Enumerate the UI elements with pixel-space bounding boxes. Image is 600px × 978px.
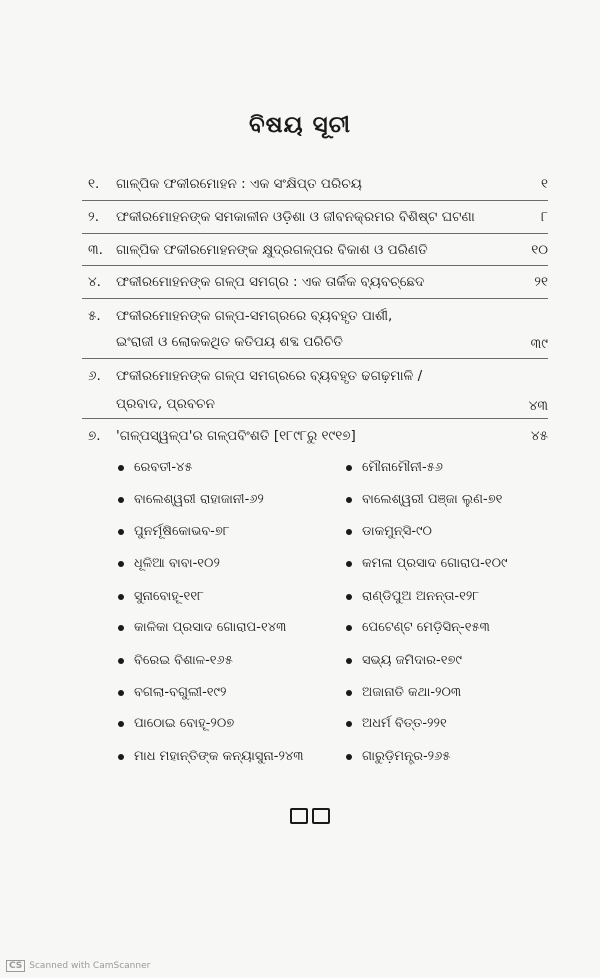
entry-title: ଗାଳ୍ପିକ ଫକୀରମୋହନ : ଏକ ସଂକ୍ଷିପ୍ତ ପରିଚୟ (116, 176, 362, 192)
bullet-icon (346, 594, 352, 600)
list-item (118, 489, 264, 511)
list-item (346, 553, 507, 575)
story-title: ପୁନର୍ମୂଷିକୋଭବ-୭୮ (134, 524, 230, 539)
entry-page: ୧ (540, 176, 548, 192)
list-item (118, 586, 204, 608)
bullet-icon (118, 594, 124, 600)
bullet-icon (118, 658, 124, 664)
entry-number: ୩. (88, 242, 103, 258)
entry-title: ଫକୀରମୋହନଙ୍କ ଗଳ୍ପ ସମଗ୍ର : ଏକ ତାର୍କିକ ବ୍ୟବଚ୍ଛେଦ (116, 274, 425, 290)
list-item (118, 553, 220, 575)
story-title: ମାଧ ମହାନ୍ତିଙ୍କ କନ୍ୟାସୁନା-୨୪୩ (134, 749, 304, 764)
story-title: କାଳିକା ପ୍ରସାଦ ଗୋରାପ-୧୪୩ (134, 620, 287, 635)
story-title: ବାଲେଶ୍ୱରୀ ପଞ୍ଜା ଲୁଣ-୭୧ (362, 492, 503, 507)
list-item (346, 682, 461, 704)
entry-title: ଫକୀରମୋହନଙ୍କ ଗଳ୍ପ-ସମଗ୍ରରେ ବ୍ୟବହୃତ ପାର୍ଶୀ, (116, 308, 393, 324)
bullet-icon (346, 625, 352, 631)
scanner-logo: CS (6, 960, 25, 972)
list-item (346, 489, 502, 511)
list-item (118, 457, 192, 479)
bullet-icon (118, 497, 124, 503)
bullet-icon (118, 529, 124, 535)
entry-title: ଗାଳ୍ପିକ ଫକୀରମୋହନଙ୍କ କ୍ଷୁଦ୍ରଗଳ୍ପର ବିକାଶ ଓ ପରିଣତି (116, 242, 428, 258)
entry-title: 'ଗଳ୍ପସ୍ୱଳ୍ପ'ର ଗଳ୍ପବିଂଶତି [୧୮୯୮ରୁ ୧୯୧୭] (116, 428, 356, 444)
story-title: ସୁନାବୋହୂ-୧୧୮ (134, 589, 204, 604)
bullet-icon (346, 754, 352, 760)
entry-title: ଫକୀରମୋହନଙ୍କ ସମକାଳୀନ ଓଡ଼ିଶା ଓ ଜୀବନକ୍ରମର ବିଶିଷ୍ଟ ଘଟଣା (116, 209, 475, 225)
divider (82, 200, 548, 201)
story-title: ଧୂଳିଆ ବାବା-୧୦୨ (134, 556, 220, 571)
list-item (346, 746, 450, 768)
entry-number: ୨. (88, 209, 100, 225)
entry-page: ୮ (540, 209, 548, 225)
story-title: ମୌନାମୌନୀ-୫୬ (362, 460, 443, 475)
bullet-icon (346, 561, 352, 567)
story-title: ପାଠୋଇ ବୋହୂ-୨୦୭ (134, 716, 235, 731)
scanner-label: Scanned with CamScanner (29, 961, 151, 971)
bullet-icon (118, 465, 124, 471)
bullet-icon (346, 721, 352, 727)
story-title: ଅଧର୍ମ ବିତ୍ତ-୨୨୧ (362, 716, 447, 731)
bullet-icon (118, 690, 124, 696)
story-title: ରେବତୀ-୪୫ (134, 460, 193, 475)
bullet-icon (346, 658, 352, 664)
list-item (118, 521, 230, 543)
end-ornament-icon (290, 808, 334, 828)
entry-page: ୩୯ (530, 336, 548, 352)
divider (82, 358, 548, 359)
story-title: ସଭ୍ୟ ଜମିଦାର-୧୭୯ (362, 653, 462, 668)
story-title: ଗାରୁଡ଼ିମନ୍ତ୍ର-୨୬୫ (362, 749, 451, 764)
list-item (346, 586, 479, 608)
toc-entry-5 (88, 302, 548, 358)
story-title: ରାଣ୍ଡିପୁଅ ଅନନ୍ତା-୧୨୮ (362, 589, 480, 604)
story-title: ଡାକମୁନ୍‌ସି-୯୦ (362, 524, 432, 539)
story-title: ଅଜାନାତି କଥା-୨୦୩ (362, 685, 462, 700)
divider (82, 298, 548, 299)
list-item (346, 713, 447, 735)
entry-title-continued: ପ୍ରବାଦ, ପ୍ରବଚନ (116, 396, 215, 412)
entry-number: ୪. (88, 274, 101, 290)
entry-number: ୭. (88, 428, 101, 444)
page-title: ବିଷୟ ସୂଚୀ (248, 112, 351, 138)
divider (82, 418, 548, 419)
divider (82, 265, 548, 266)
entry-number: ୬. (88, 368, 101, 384)
list-item (118, 713, 234, 735)
bullet-icon (118, 561, 124, 567)
entry-number: ୫. (88, 308, 101, 324)
entry-page: ୪୫ (530, 428, 548, 444)
list-item (118, 617, 286, 639)
entry-page: ୨୧ (534, 274, 548, 290)
list-item (118, 650, 233, 672)
entry-page: ୧୦ (531, 242, 548, 258)
story-title: ବଗଲା-ବଗୁଲୀ-୧୯୨ (134, 685, 227, 700)
story-title: କମଳା ପ୍ରସାଦ ଗୋରାପ-୧୦୯ (362, 556, 508, 571)
story-title: ବାଲେଶ୍ୱରୀ ରାହାଜାନୀ-୬୨ (134, 492, 264, 507)
bullet-icon (346, 497, 352, 503)
list-item (118, 746, 304, 768)
list-item (346, 521, 432, 543)
bullet-icon (118, 625, 124, 631)
bullet-icon (118, 754, 124, 760)
story-title: ପେଟେଣ୍ଟ ମେଡ଼ିସିନ୍-୧୫୩ (362, 620, 490, 635)
divider (82, 233, 548, 234)
bullet-icon (346, 529, 352, 535)
list-item (118, 682, 226, 704)
entry-number: ୧. (88, 176, 100, 192)
bullet-icon (118, 721, 124, 727)
bullet-icon (346, 465, 352, 471)
list-item (346, 650, 462, 672)
entry-title-continued: ଇଂରାଜୀ ଓ ଲୋକକଥିତ କତିପୟ ଶବ୍ଦ ପରିଚିତି (116, 334, 343, 350)
list-item (346, 617, 490, 639)
story-title: ବିରେଇ ବିଶାଳ-୧୬୫ (134, 653, 233, 668)
toc-entry-6 (88, 362, 548, 418)
entry-title: ଫକୀରମୋହନଙ୍କ ଗଳ୍ପ ସମଗ୍ରରେ ବ୍ୟବହୃତ ଢଗଢ଼ମାଳି / (116, 368, 423, 384)
entry-page: ୪୩ (528, 398, 548, 414)
scanner-watermark (6, 960, 150, 972)
bullet-icon (346, 690, 352, 696)
list-item (346, 457, 443, 479)
